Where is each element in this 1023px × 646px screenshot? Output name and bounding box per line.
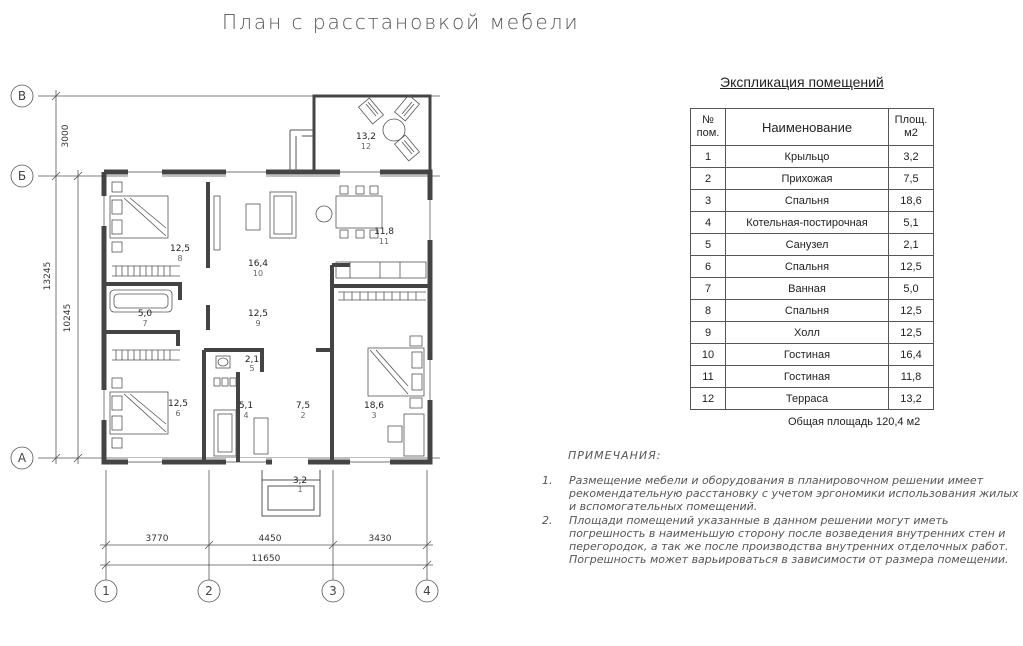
row-num: 1 — [691, 146, 726, 168]
room-area-3: 18,6 — [363, 401, 385, 411]
row-num: 5 — [691, 234, 726, 256]
axis-label-v: В — [17, 89, 27, 103]
room-area-11: 11,8 — [373, 227, 395, 237]
room-area-6: 12,5 — [167, 399, 189, 409]
note-number: 2. — [542, 514, 553, 527]
row-num: 11 — [691, 366, 726, 388]
dim-bottom-1: 3770 — [145, 534, 169, 544]
table-row — [691, 190, 934, 212]
room-area-9: 12,5 — [247, 309, 269, 319]
washer-icon — [214, 410, 236, 456]
note-item — [542, 514, 1022, 566]
dim-bottom-2: 4450 — [258, 534, 282, 544]
total-area: Общая площадь 120,4 м2 — [788, 416, 921, 428]
axis-label-a: А — [17, 451, 27, 465]
row-area: 12,5 — [889, 322, 934, 344]
row-area: 18,6 — [889, 190, 934, 212]
room-area-2: 7,5 — [295, 401, 311, 411]
room-area-4: 5,1 — [238, 401, 254, 411]
header-name: Наименование — [726, 109, 889, 146]
row-num: 6 — [691, 256, 726, 278]
room-num-11: 11 — [378, 237, 390, 246]
row-name: Терраса — [726, 388, 889, 410]
dim-left-main: 10245 — [63, 303, 73, 333]
room-area-10: 16,4 — [247, 259, 269, 269]
porch-outline — [262, 480, 320, 516]
room-num-2: 2 — [300, 411, 306, 420]
row-area: 3,2 — [889, 146, 934, 168]
lounger-icon — [359, 98, 384, 124]
row-area: 16,4 — [889, 344, 934, 366]
axis-label-1: 1 — [102, 584, 110, 598]
dining-table-icon — [336, 196, 382, 228]
row-area: 5,0 — [889, 278, 934, 300]
axis-label-b: Б — [17, 169, 27, 183]
note-text: Размещение мебели и оборудования в планировочном решении имеет рекомендательную расстановку с учетом эргономики использования жилых и вспомогательных помещений. — [569, 474, 1019, 513]
table-row — [691, 168, 934, 190]
table-row — [691, 278, 934, 300]
note-text: Площади помещений указанные в данном решении могут иметь погрешность в наименьшую сторону после возведения внутренних стен и перегородок, а так же после производства внутренних отделочных работ. Погрешность может варьироваться в зависимости от размера помещении. — [569, 514, 1009, 566]
row-area: 12,5 — [889, 256, 934, 278]
dim-bottom-total: 11650 — [251, 554, 281, 564]
room-area-12: 13,2 — [355, 132, 377, 142]
table-row — [691, 234, 934, 256]
room-num-12: 12 — [360, 142, 372, 151]
terrace-steps — [290, 130, 314, 172]
table-row — [691, 212, 934, 234]
row-area: 12,5 — [889, 300, 934, 322]
axis-label-2: 2 — [205, 584, 213, 598]
row-num: 9 — [691, 322, 726, 344]
room-num-8: 8 — [177, 254, 183, 263]
row-num: 7 — [691, 278, 726, 300]
row-name: Гостиная — [726, 366, 889, 388]
table-header-row — [691, 109, 934, 146]
room-num-3: 3 — [371, 411, 377, 420]
row-name: Санузел — [726, 234, 889, 256]
row-num: 4 — [691, 212, 726, 234]
row-name: Прихожая — [726, 168, 889, 190]
table-row — [691, 300, 934, 322]
table-row — [691, 388, 934, 410]
row-area: 7,5 — [889, 168, 934, 190]
room-area-7: 5,0 — [137, 309, 153, 319]
room-num-7: 7 — [142, 319, 148, 328]
row-num: 2 — [691, 168, 726, 190]
table-row — [691, 146, 934, 168]
row-num: 10 — [691, 344, 726, 366]
notes-heading: ПРИМЕЧАНИЯ: — [568, 449, 662, 462]
room-num-6: 6 — [175, 409, 181, 418]
row-name: Спальня — [726, 300, 889, 322]
room-num-9: 9 — [255, 319, 261, 328]
row-name: Ванная — [726, 278, 889, 300]
axis-label-4: 4 — [423, 584, 431, 598]
room-area-8: 12,5 — [169, 244, 191, 254]
row-area: 2,1 — [889, 234, 934, 256]
page-title: План с расстановкой мебели — [222, 10, 580, 34]
explication-table — [690, 108, 934, 410]
header-num: № пом. — [691, 109, 726, 146]
row-num: 8 — [691, 300, 726, 322]
header-area: Площ. м2 — [889, 109, 934, 146]
room-num-4: 4 — [243, 411, 249, 420]
room-num-1: 1 — [297, 485, 303, 494]
room-num-10: 10 — [252, 269, 264, 278]
row-area: 5,1 — [889, 212, 934, 234]
dim-bottom-3: 3430 — [368, 534, 392, 544]
row-name: Котельная-постирочная — [726, 212, 889, 234]
tv-stand-icon — [214, 196, 220, 250]
row-name: Спальня — [726, 190, 889, 212]
note-number: 1. — [542, 474, 553, 487]
row-name: Крыльцо — [726, 146, 889, 168]
table-row — [691, 344, 934, 366]
table-row — [691, 322, 934, 344]
note-item — [542, 474, 1022, 513]
row-area: 11,8 — [889, 366, 934, 388]
axis-label-3: 3 — [329, 584, 337, 598]
notes-list — [542, 474, 1022, 567]
row-num: 3 — [691, 190, 726, 212]
row-num: 12 — [691, 388, 726, 410]
row-name: Спальня — [726, 256, 889, 278]
dim-left-overall: 13245 — [43, 261, 53, 291]
room-area-5: 2,1 — [244, 355, 260, 365]
room-area-1: 3,2 — [292, 476, 308, 486]
table-row — [691, 366, 934, 388]
room-num-5: 5 — [249, 364, 255, 373]
explication-title: Экспликация помещений — [720, 74, 884, 90]
row-name: Холл — [726, 322, 889, 344]
dim-left-top: 3000 — [61, 124, 71, 148]
bed-icon — [110, 196, 168, 238]
row-area: 13,2 — [889, 388, 934, 410]
row-name: Гостиная — [726, 344, 889, 366]
table-row — [691, 256, 934, 278]
